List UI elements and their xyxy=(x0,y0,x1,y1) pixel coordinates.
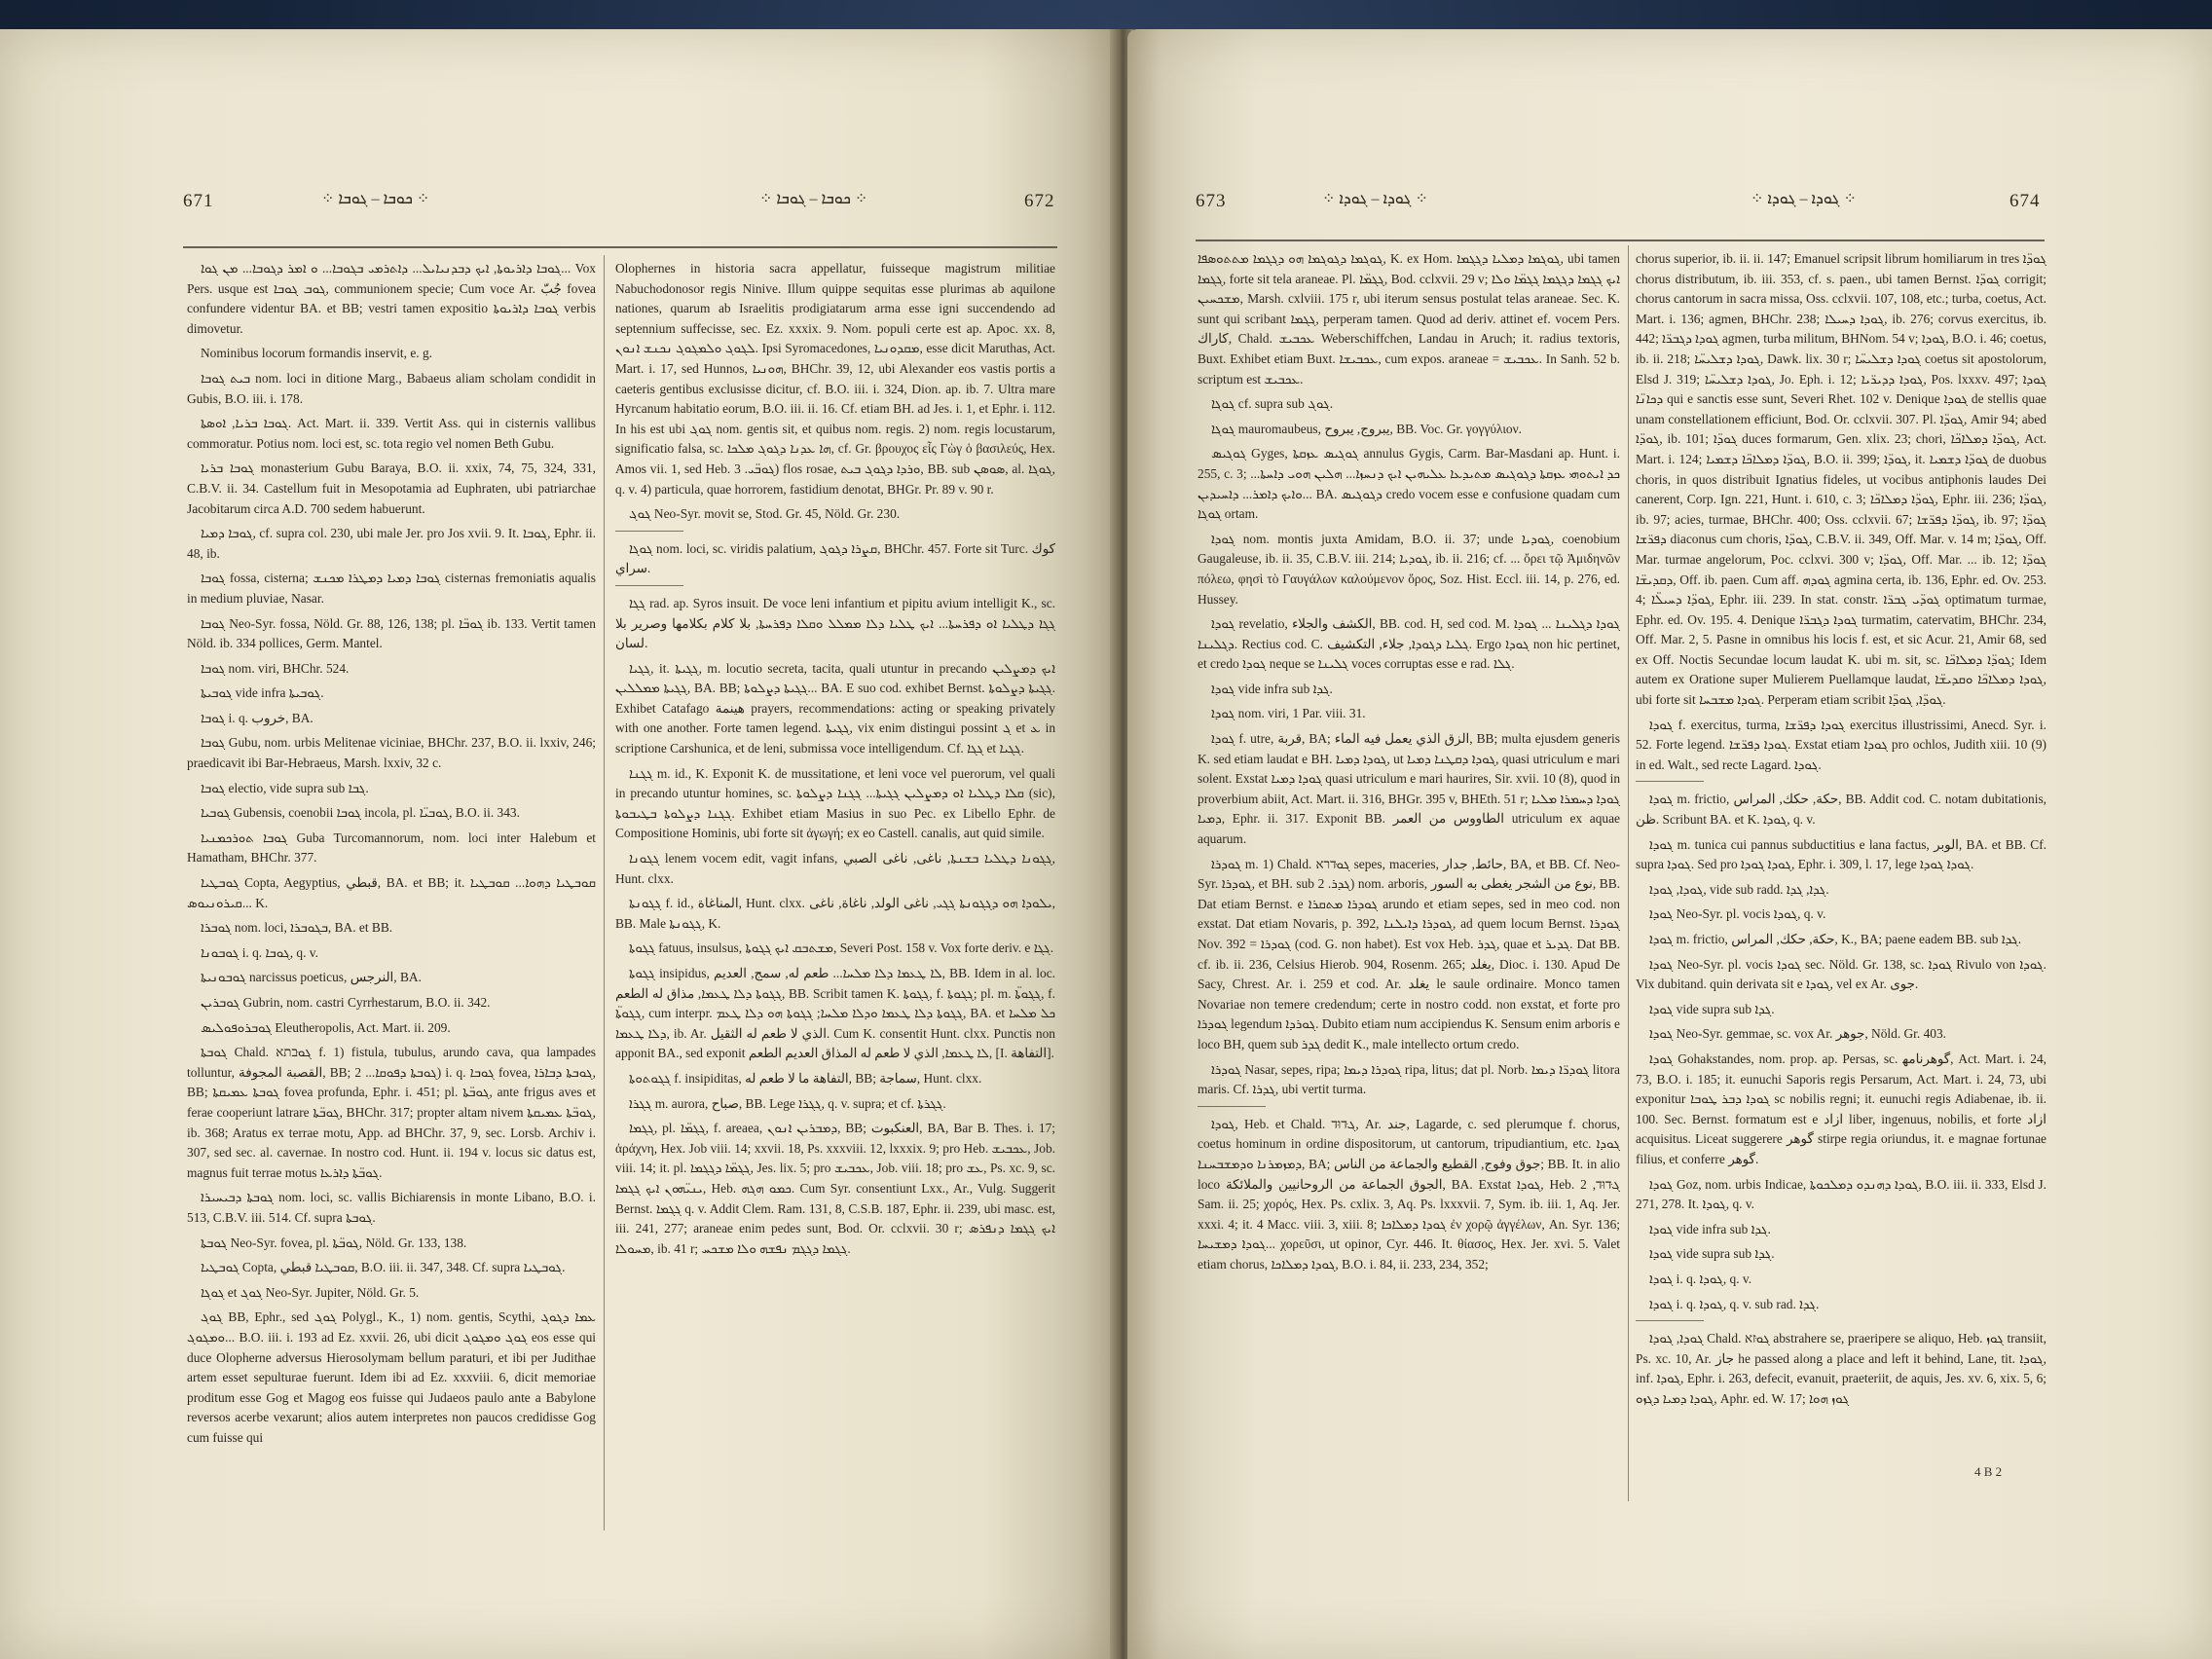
entry: Olophernes in historia sacra appellatur, fuisseque magistrum militiae Nabuchodonosor regis Ninive. Illum quippe sequitas esse plurimas ab aquilone nationes, quarum ab Israelitis prodigiatarum arma esse igni succendendo ad septennium suffecisse, sec. Ez. xxxix. 9. Nom. populi certe est ap. Apoc. xx. 8, ܠܓܘܓ ܘܠܡܓܘܓ ܢܟܢܫ ܐܢܘܢ. Ipsi Syromacedones, ܡܩܕܘܢܝܐ, esse dicit Maruthas, Act. Mart. i. 17, sed Hunnos, ܗܘܢܝܐ, BHChr. 39, 12, ubi Alexander eos vastis portis a caeteris gentibus exclusisse dicitur, cf. B.O. iii. i. 324, Dion. ap. ib. 7. Ultra mare Hyrcanum habitatio eorum, B.O. iii. ii. 16. Cf. etiam BH. ad Jes. i. 1, et Ephr. i. 112. In his est ubi ܓܘܓ nom. gentis sit, et quibus nom. regis. 2) nom. regis locustarum, significatio falsa, sc. ܗܐ ܥܕܢܐ ܕܓܘܓ ܡܠܟܐ, cf. Gr. βρουχος εἷς Γὼγ ὁ βασιλεύς, Hex. Amos vii. 1, sed Heb. ܓܘܒ̈ܝ. 3) flos rosae, ܘܪܕܐ ܕܓܘܓ ܒܝܬ, BB. sub ܣܘܣܢ, al. ܓܘܓܐ, q. v. 4) particula, quae horrorem, fastidium denotat, BHGr. Pr. 89 v. 90 r. xyxy=(615,261,1055,497)
section-divider xyxy=(1636,781,1704,782)
running-head-left: ⁘ ܟܘܒܐ – ܓܘܒܐ ⁘ xyxy=(321,191,430,207)
entry: ܓܘܒܐ nom. viri, BHChr. 524. xyxy=(201,660,350,676)
entry: ܓܘܕܐ nom. montis juxta Amidam, B.O. ii. 37; unde ܓܘܕܝܐ, coenobium Gaugaleuse, ib. ii. 35, C.B.V. iii. 214; ܓܘܕܝܐ, ib. ii. 216; cf. ... ὄρει τῷ Ἀμιδηνῶν πόλεω, φησὶ τὸ Γαυγάλων καλούμενον ὄρος, Soz. Hist. Eccl. iii. 14, p. 276, ed. Hussey. xyxy=(1198,531,1620,607)
right-column-1 xyxy=(1198,249,1620,1515)
entry: ܓܘܕܐ Goz, nom. urbis Indicae, ܓܘܕܐ ܕܗܢܕܘ ܕܡܠܟܘܬܐ, B.O. iii. ii. 333, Elsd J. 271, 278. It. ܓܘܕܐ, q. v. xyxy=(1636,1176,2046,1212)
entry: ܓܘܒܐ ܒܪܝܐ monasterium Gubu Baraya, B.O. ii. xxix, 74, 75, 324, 331, C.B.V. ii. 34. Castellum fuit in Mesopotamia ad Euphraten, ubi patriarchae Jacobitarum circa A.D. 700 sedem habuerunt. xyxy=(187,461,596,516)
entry: ܓܓܝܐ, it. ܓܓܝܬܐ, m. locutio secreta, tacita, quali utuntur in precando ܐܝܟ ܕܡܨܠܝܢ ܓܓܝܬܐ ܡܡܠܠܝܢ, BA. BB; ܓܓܝܬܐ ܕܨܠܘܬܐ... BA. E suo cod. exhibet Bernst. ܓܓܝܬܐ ܕܨܠܘܬܐ. Exhibet Catafago ﻫﻴﻨﻤﺔ prayers, recommendations: acting or speaking privately with one another. Forte tamen legend. ܓܓܝܬܐ, vix enim distingui possint ܓ et ܥ in scriptione Carshunica, et de leni, submissa voce intelligendum. Cf. ܓܓܐ et ܓܓܝܐ. xyxy=(615,660,1055,756)
entry: ܓܓܐ rad. ap. Syros insuit. De voce leni infantium et pipitu avium intelligit K., sc. ܓܓܐ ܕܛܠܝܐ ܐܘ ܕܦܪܚܬܐ... ܐܝܟ ܛܠܝܐ ܕܠܐ ܡܡܠܠ ܘܩܠܐ ܕܦܪܚܬܐ, ﺑﻼ ﻛﻼﻡ ﺑﻜﻼﻣﻬﺎ ﻭﺻﺮﻳﺮ ﺑﻼ ﻟﺴﺎﻥ. xyxy=(615,595,1055,651)
page-number-673: 673 xyxy=(1196,191,1227,211)
entry: ܓܘܓ BB, Ephr., sed ܓܘܓ Polygl., K., 1) nom. gentis, Scythi, ܥܡܐ ܕܓܘܓ ܘܡܓܘܓ... B.O. iii. i. 193 ad Ez. xxvii. 26, ubi dicit ܓܘܓ ܘܡܓܘܓ eos esse qui duce Olopherne adversus Hierosolymam bellum paraturi, et ibi per Judithae artem esset sepulturae fuerunt. Idem ibi ad Ez. xxxviii. 6, dicit memoriae proditum esse Gog et Magog eos fuisse qui Judaeos paulo ante a Babylone reversos acerbe vexarunt; alios autem interpretes non paucos credidisse Gog cum fuisse qui xyxy=(187,1309,596,1445)
entry: ܓܘܕܐ Neo-Syr. gemmae, sc. vox Ar. ﺟﻮﻫﺮ, Nöld. Gr. 403. xyxy=(1649,1026,1947,1042)
left-header-rule xyxy=(183,246,1057,248)
entry: ܓܘܕܐ i. q. ܓܘܕܐ, q. v. xyxy=(1649,1271,1752,1286)
page-number-674: 674 xyxy=(2009,191,2041,211)
entry: ܓܘܓܝܣ Gyges, ܓܘܓܝܣ ܥܙܩܬܐ annulus Gygis, Carm. Bar-Masdani ap. Hunt. i. 255, c. 3; ܟܕ ܐܝܬܘܗܝ ܥܙܩܬܐ ܕܓܘܓܝܣ ܡܬܝܕܥܐ ܥܠܝܗܝܢ ܐܝܟ ܕܢܚܙܐ... ܗܠܝܢ ܗܘܝ ܕܐܚܬܐ... ܘܐܝܟ ܕܐܡܪ... ܕܐܚܝܕܝܢ... BA. ܕܓܘܓܝܣ credo vocem esse e confusione quadam cum ܓܘܓܐ ortam. xyxy=(1198,446,1620,522)
entry: ܓܘܕܐ vide supra sub ܓܕܐ. xyxy=(1649,1001,1775,1016)
left-column-divider xyxy=(604,255,605,1530)
section-divider xyxy=(1636,1320,1704,1321)
footer-signature: 4 B 2 xyxy=(1974,1464,2003,1479)
entry: ܓܘܒܪܐ nom. loci, ܒܓܘܒܪܐ, BA. et BB. xyxy=(201,920,393,936)
entry: ܓܘܒܘܢܐ i. q. ܓܘܒܐ, q. v. xyxy=(201,944,318,960)
entry: ܓܘܕܐ Neo-Syr. pl. vocis ܓܘܕܐ, q. v. xyxy=(1649,906,1826,922)
entry: ܓܘܒܐ fossa, cisterna; ܓܘܒܐ ܕܡܝܐ ܕܡܛܪܐ ܡܟܢܫ cisternas fremoniatis aqualis in medium pluviae, Nasar. xyxy=(187,571,596,606)
right-page-header xyxy=(1127,185,2212,220)
entry: ܓܘܒܐ electio, vide supra sub ܓܒܐ. xyxy=(201,780,369,795)
open-book xyxy=(0,29,2212,1659)
right-column-divider xyxy=(1628,245,1629,1501)
running-head-left: ⁘ ܓܘܕܐ – ܓܘܕܐ ⁘ xyxy=(1322,191,1428,207)
entry: ܓܘܒܛܝܐ Copta, ܩܘܒܛܝܐ ﻗﺒﻄﻲ, B.O. iii. ii. 347, 348. Cf. supra ܓܘܒܛܝܐ. xyxy=(201,1260,566,1275)
entry: ܒܝܬ ܓܘܒܐ nom. loci in ditione Marg., Babaeus aliam scholam condidit in Gubis, B.O. iii. i. 178. xyxy=(187,370,596,406)
entry: ܓܓܘܢܐ lenem vocem edit, vagit infans, ܓܓܘܢܐ ܕܛܠܝܐ ܒܫܢܬܐ, ﻧﺎﻏﻰ, ﻧﺎﻏﻰ ﺍﻟﺼﺒﻲ, Hunt. clxx. xyxy=(615,851,1055,886)
section-divider xyxy=(615,531,683,532)
right-page xyxy=(1127,29,2212,1659)
entry: ܓܘܕܐ Gohakstandes, nom. prop. ap. Persas, sc. ﮔﻮﻫﺮﻧﺎﻣﻬ, Act. Mart. i. 24, 73, B.O. i. 185; it. eunuchi Saporis regis Persarum, Act. Mart. i. 24, 73, ubi exponitur ܓܘܕܐ ܕܒܪ ܛܘܒܐ sc nobilis regni; it. eunuchi regis Adiabenae, ib. ii. 100. Sec. Bernst. formatum est e ﺍﺯﺍﺩ liber, ingenuus, nobilis, et forte ﺍﺯﺍﺩ acquisitus. Liceat suggerere ﮔﻮﻫﺮ stirpe regia oriundus, it. e magnae fortunae filius, et conferre ﮔﻮﻫﺮ. xyxy=(1636,1051,2046,1166)
entry: ܓܘܓܡܐ ܕܓܘܓܡܐ ܗܘ ܕܓܓܡܐ ܡܬܬܘܣܦܐ, K. ex Hom. ܓܘܓܡܐ ܕܡܠܝܐ ܕܓܓܡܐ, ubi tamen ܓܓܡܐ, forte sit tela araneae. Pl. ܓܓܡ̈ܐ, Bod. cclxvii. 29 v; ܐܝܟ ܓܓܡܐ ܕܓܓܡܐ ܓܓܡ̈ܐ ܘܠܐ ܡܫܟܚܝܢ, Marsh. cxlviii. 175 r, ubi iterum sensus postulat telas araneae. Sec. K. sunt qui scribant ܓܓܡܐ, perperam tamen. Quod ad deriv. attinet ef. vocem Pers. ﻛﺎﺭﺍﻙ, Chald. ܥܟܒܝܫ Weberschiffchen, Landau in Aruch; it. radius textoris, Buxt. Exhibet etiam Buxt. ܥܟܒܝܫܐ, cum expos. araneae = ܥܟܒܝܫ. In Sanh. 52 b. scriptum est ܥܟܒܝܫ. xyxy=(1198,251,1620,387)
entry: ܓܘܒܐ ܬܘܪܟܡܢܝܐ Guba Turcomannorum, nom. loci inter Halebum et Hamatham, BHChr. 377. xyxy=(187,830,596,866)
entry: ܓܘܕܐ f. utre, ﻗﺮﺑﺔ, BA; ﺍﻟﺰﻕ ﺍﻟﺬﻱ ﻳﻌﻤﻞ ﻓﻴﻪ ﺍﻟﻤﺎﺀ, BB; multa ejusdem generis K. sed etiam laudat e BH. ܓܘܕܐ ܕܡܝܐ, ut ܓܘܕܐ ܕܩܛܢܐ ܕܡܝܐ, quasi utriculum e mari solent. Exstat ܓܘܕܐ ܕܡܝܐ quasi utriculum e mari haurires, Sir. xvii. 10 (8), quod in proverbium abiit, Act. Mart. ii. 316, BHGr. 395 v, BHEth. 51 r; ܓܘܕܐ ܕܚܡܪܐ ܡܠܝܐ ܕܡܝܐ, Ephr. ii. 317. Exponit BB. ﺍﻟﻄﺎﻭﻭﺱ ﻣﻦ ﺍﻟﻌﻤﺮ utriculum ex aquae aquarum. xyxy=(1198,731,1620,847)
entry: ܓܘܕܐ, Heb. et Chald. ܓּדוּד, Ar. ﺟﻨﺪ, Lagarde, c. sed plerumque f. chorus, coetus hominum in ordine dispositorum, ut cantorum, tripudiantium, etc. ܓܘܕܐ ܕܡܙܡܪܢܐ ܘܕܡܫܒܚܢܐ, BA; ﺟﻮﻕ ﻭﻓﻮﺝ, ﺍﻟﻘﻄﻴﻊ ﻭﺍﻟﺠﻤﺎﻋﺔ ﻣﻦ ﺍﻟﻨﺎﺱ; BB. It. in alio loco ﺍﻟﺠﻮﻕ ﺍﻟﺠﻤﺎﻋﺔ ﻣﻦ ﺍﻟﺮﻭﺣﺎﻧﻴﻴﻦ ﻭﺍﻟﻤﻼﺋﻜﺔ, BA. Exstat ܓܘܕܐ, Heb. ܓּדוּד, 2 Sam. ii. 25; χορός, Hex. Ps. cxlix. 3, Aq. Ps. lxxxvii. 7, Sym. ib. iii. 1, Aq. Jer. xxxi. 4; it. 4 Macc. viii. 3, xiii. 8; ܓܘܕܐ ܕܡܠܐܟܐ ἐν χορῷ ἀγγέλων, An. Syr. 136; ܓܘܕܐ ܕܡܫܝܚܐ... χορεῦσι, ut opinor, Cyr. 446. It. θίασος, Hex. Jer. xvi. 5. Valet etiam chorus, ܓܘܕܐ ܕܡܠܐܟܐ, B.O. i. 84, ii. 233, 234, 352; xyxy=(1198,1116,1620,1272)
entry: ܓܘܕܐ, ܓܘܕܐ Chald. ܓܘּזא abstrahere se, praeripere se aliquo, Heb. ܓܘܙ transiit, Ps. xc. 10, Ar. ﺟﺎﺯ he passed along a place and left it behind, Lane, tit. ܓܘܕܐ, inf. ܓܘܕܐ, Ephr. i. 263, defecit, evanuit, praeteriit, de aquis, Jes. xv. 6, xix. 5, 6; ܓܘܕܐ ܕܡܝܐ ܕܓܙܘ, Aphr. ed. W. 17; ܓܘܙ ܗܘܐ xyxy=(1636,1331,2046,1406)
left-page xyxy=(0,29,1116,1659)
entry: ܓܘܓܐ nom. loci, sc. viridis palatium, ܩܨܪܐ ܕܓܘܓ, BHChr. 457. Forte sit Turc. ﻛﻮﻙ ﺳﺮﺍﻱ. xyxy=(615,540,1055,576)
left-page-header xyxy=(0,185,1116,220)
entry: Nominibus locorum formandis inservit, e. g. xyxy=(201,346,433,361)
entry: ܓܓܘܢܬܐ f. id., ﺍﻟﻤﻨﺎﻏﺎﺓ, Hunt. clxx. ܝܠܘܕܐ ܗܘ ܕܓܓܘܢܬܐ ܓܓܝ, ﻧﺎﻏﻰ ﺍﻟﻮﻟﺪ, ﻧﺎﻏﺎﺓ, ﻧﺎﻏﻰ, BB. Male ܓܓܘܢܬܐ, K. xyxy=(615,896,1055,931)
entry: ܓܘܕܐ m. frictio, ﺣﻜﺔ, ﺣﻜﻚ, ﺍﻟﻤﺮﺍﺱ, K., BA; paene eadem BB. sub ܓܕܐ. xyxy=(1649,932,2022,946)
entry: ܓܓܘܬܐ insipidus, ܠܐ ܛܥܡܐ ܕܠܐ ܡܠܚܐ... ﻃﻌﻢ ﻟﻪ, ﺳﻤﺞ, ﺍﻟﻌﺪﻳﻢ, BB. Idem in al. loc. ܓܓܘܬܐ ܕܠܐ ܛܥܡܐ, ﻣﺬﺍﻕ ﻟﻪ ﺍﻟﻄﻌﻢ, BB. Scribit tamen K. ܓܓܘܬܐ, f. ܓܓܘܬܐ; pl. m. ܓܓܘܬ̈ܐ, f. ܓܓܘܬ̈ܐ, cum interpr. ܓܓܘܬܐ ܕܠܐ ܛܥܡܐ ܘܕܠܐ ܡܠܚܐ; ܓܓܘܬܐ ܗܘ ܕܠܐ ܛܥܡ, BA. et ܟܠ ܡܠܚܐ ܕܠܐ ܛܥܡܐ, ib. Ar. ﺍﻟﺬﻱ ﻻ ﻃﻌﻢ ﻟﻪ ﺍﻟﺜﻘﻴﻞ. Cum K. consentit Hunt. clxx. Punctis non apponit BA., sed exponit ܠܐ ܛܥܡܐ, ﺍﻟﺬﻱ ﻻ ﻃﻌﻢ ﻟﻪ ﺍﻟﻤﺬﺍﻕ ﺍﻟﻌﺪﻳﻢ ﺍﻟﻄﻌﻢ, [I. ﺍﻟﺘﻔﺎﻫﺔ]. xyxy=(615,966,1055,1061)
entry: ܓܘܕܐ m. tunica cui pannus subductitius e lana factus, ﺍﻟﻮﺑﺮ, BA. et BB. Cf. supra ܓܘܕܐ. Sed pro ܓܘܕܐ ܓܘܕܐ, Ephr. i. 309, l. 17, lege ܓܘܕܐ ܓܘܕܐ. xyxy=(1636,836,2046,872)
entry: ܓܘܒܘܢܝܬܐ narcissus poeticus, ﺍﻟﻨﺮﺟﺲ, BA. xyxy=(201,970,422,985)
entry: ܓܘܒܪܘܦܘܠܝܣ Eleutheropolis, Act. Mart. ii. 209. xyxy=(201,1019,451,1035)
page-number-672: 672 xyxy=(1024,191,1055,211)
entry: ܓܓܢܐ m. id., K. Exponit K. de mussitatione, et leni voce vel puerorum, vel quali in precando utuntur homines, sc. ܩܠܐ ܕܛܠܝܐ ܐܘ ܕܡܨܠܝܢ ܓܓܝܬܐ... ܓܓܢܐ ܕܨܠܘܬܐ (sic), ܓܓܢܐ ܕܨܠܘܬܐ ܒܛܝܒܘܬܐ. Exhibet etiam Masius in suo Pec. ex Libello Ephr. de Compositione Hominis, ubi forte sit ἀγωγή; ex eo Castell. canalis, aut quid simile. xyxy=(615,765,1055,841)
entry: ܓܘܒܐ ܕܡܝܐ, cf. supra col. 230, ubi male Jer. pro Jos xvii. 9. It. ܓܘܒܐ, Ephr. ii. 48, ib. xyxy=(187,526,596,561)
entry: ܓܘܒܝܐ Gubensis, coenobii ܓܘܒܐ incola, pl. ܓܘܒܝ̈ܐ, B.O. ii. 343. xyxy=(201,805,520,821)
entry: ܓܓܡܐ, pl. ܓܓܡ̈ܐ, f. areaea, ܕܡܒܪܝܢ ܐܢܘܢ, BB; ﺍﻟﻌﻨﻜﺒﻮﺕ, BA, Bar B. Thes. i. 17; ἀράχνη, Hex. Job viii. 14; xxvii. 18, Ps. xxxviii. 12, lxxxix. 9; pro Heb. ܥܟܒܝܫ, Job. viii. 14; it. pl. ܓܓܡ̈ܐ ܕܓܓܡܐ, Jes. lix. 5; pro ܥܟܒܝܫ, Job. viii. 18; pro ܥܫ, Ps. xc. 9, sc. ܝܢܝ̈ܗܘܢ ܐܝܟ ܓܓܡܐ, Heb. ܟܡܘ ܗܓܗ. Cum Syr. consentiunt Lxx., Ar., Vulg. Suggerit Bernst. ܓܓܡܐ q. v. Addit Clem. Ram. 131, 8, C.S.B. 187, Ephr. ii. 239, ubi masc. est, iii. 241, 277; araneae enim pedes sunt, Bod. Or. cclxvii. 30 r; ܐܝܟ ܓܓܡܐ ܕܢܦܪܣ ܡܚܘܠܐ, ib. 41 r; ܓܓܡܐ ܕܓܓܡ ܢܦܫܗ ܘܠܐ ܡܫܟܚ. xyxy=(615,1121,1055,1256)
entry: ܓܘܒܐ i. q. ﺧﺮﻭﺏ, BA. xyxy=(201,710,313,725)
left-column-2 xyxy=(615,259,1055,1542)
entry: ܓܘܒܬܐ ܕܒܝܚܝܪܐ nom. loci, sc. vallis Bichiarensis in monte Libano, B.O. i. 513, C.B.V. iii. 514. Cf. supra ܓܘܒܬܐ. xyxy=(187,1190,596,1225)
section-divider xyxy=(1198,1106,1266,1107)
entry: ܓܘܕܐ vide infra sub ܓܕܐ. xyxy=(1211,681,1333,696)
entry: ܓܘܕܐ m. frictio, ﺣﻜﺔ, ﺣﻜﻚ, ﺍﻟﻤﺮﺍﺱ, BB. Addit cod. C. notam dubitationis, ﻇﻦ. Scribunt BA. et K. ܓܘܕܐ, q. v. xyxy=(1636,792,2046,828)
running-head-right: ⁘ ܟܘܒܐ – ܓܘܒܐ ⁘ xyxy=(759,191,868,207)
entry: ܓܘܓ Neo-Syr. movit se, Stod. Gr. 45, Nöld. Gr. 230. xyxy=(629,506,901,522)
entry: ܓܘܕܐ vide infra sub ܓܕܐ. xyxy=(1649,1221,1771,1236)
entry: ܓܘܒܐ Gubu, nom. urbis Melitenae viciniae, BHChr. 237, B.O. ii. lxxiv, 246; praedicavit ibi Bar-Hebraeus, Marsh. lxxiv, 32 c. xyxy=(187,735,596,771)
right-header-rule xyxy=(1196,240,2045,241)
entry: ܓܘܓܐ cf. supra sub ܓܘܓ. xyxy=(1211,396,1334,412)
left-column-1 xyxy=(187,259,596,1542)
entry: ܓܘܒܬܐ Neo-Syr. fovea, pl. ܓܘܒ̈ܬܐ, Nöld. Gr. 133, 138. xyxy=(201,1235,467,1250)
entry: ܓܘܒܐ Neo-Syr. fossa, Nöld. Gr. 88, 126, 138; pl. ܓܘܒ̈ܐ ib. 133. Vertit tamen Nöld. ib. 334 pollices, Germ. Mantel. xyxy=(187,615,596,651)
entry: ܓܘܕܪܐ m. 1) Chald. ܓܘּדרא sepes, maceries, ﺣﺎﺋﻂ, ﺟﺪﺍﺭ, BA, et BB. Cf. Neo-Syr. ܓܘܕܪܐ, et BH. sub ܓܕܪ. 2) nom. arboris, ﻧﻮﻉ ﻣﻦ ﺍﻟﺸﺠﺮ ﻳﻐﻄﻰ ﺑﻪ ﺍﻟﺴﻮﺭ, BB. Dat etiam Bernst. e ܓܘܕܪܐ ܡܬܩܪܐ arundo et etiam sepes, sed in meo cod. non exstat. Dat etiam Novaris, p. 392, ܓܘܕܪܐ ܕܐܝܠܢܐ, ad quem locum Bernst. ܓܘܕܪܐ Nov. 392 = ܓܘܕܪܐ (cod. G. non habet). Est vox Heb. ܓܕܪ, quae et ܓܕܝܪ. Dat BB. cf. ib. ii. 236, Celsius Hierob. 904, Rosenm. 265; ﻳﻐﻠﺪ, Dioc. i. 130. Apud De Sacy, Chrest. Ar. i. 259 et cod. Ar. ﻳﻐﻠﺪ le saule ordinaire. Monco tamen Novariae non temere credendum; certe in nostro codd. non exstat, et forte pro ܓܘܕܪܐ legendum ܓܘܪܕܐ. Dubito etiam num accipiendus K. Sensum enim arboris e loco BH, quem sub ܓܕܪ dedit K., male intellecto ortum credo. xyxy=(1198,856,1620,1051)
entry: ܓܘܒܛܝܐ Copta, Aegyptius, ﻗﺒﻄﻲ, BA. et BB; it. ܩܘܒܛܝܐ ܕܗܘܐ... ܩܘܒܛܝܐ ܩܝܪܘܢܝܘܣ... K. xyxy=(187,875,596,910)
entry: ܓܓܘܬܘܬܐ f. insipiditas, ﺍﻟﺘﻔﺎﻫﺔ ﻣﺎ ﻻ ﻃﻌﻢ ﻟﻪ, BB; ﺳﻤﺎﺟﺔ, Hunt. clxx. xyxy=(629,1070,982,1086)
entry: ܓܘܕܐ f. exercitus, turma, ܓܘܕܐ ܕܦܪ̈ܫܐ exercitus illustrissimi, Anecd. Syr. i. 52. Forte legend. ܓܘܕܐ ܕܦܪ̈ܫܐ. Exstat etiam ܓܘܕܐ pro ochlos, Judith xiii. 10 (9) in ed. Walt., sed recte Lagard. ܓܘܕܐ. xyxy=(1636,717,2046,772)
entry: ܓܘܒܐ ܕܐܪܝܘܬܐ, ܐܝܟ ܕܒܕܢܝܐܝܠ... ܕܐܬܪܡܝ ܒܓܘܒܐ... ܘ ܐܡܪ ܕܓܘܒܐ... ܡܢ ܓܘܐ... Vox Pers. usque est ܓܘܒ ܓܘܒܐ, communionem specie; Cum voce Ar. ﺟُﺐّ fovea confundere videntur BA. et BB; vestri tamen expositio ܓܘܒܐ ܕܐܪܝܘܬܐ verbis dimovetur. xyxy=(187,261,596,336)
entry: ܓܘܕܐ i. q. ܓܘܕܐ, q. v. sub rad. ܓܕܐ. xyxy=(1649,1296,1820,1311)
section-divider xyxy=(615,585,683,586)
entry: ܓܘܕܐ, ܓܘܕܐ, vide sub radd. ܓܕܐ, ܓܕܐ. xyxy=(1649,881,1829,897)
right-column-2 xyxy=(1636,249,2046,1515)
entry: ܓܘܕܐ revelatio, ﺍﻟﻜﺸﻒ ﻭﺍﻟﺠﻼﺀ, BB. cod. H, sed cod. M. ܓܘܕܐ ܕܓܠܝܢܐ ... ܓܘܕܐ ܕܓܠܝܢܐ. Rectius cod. C. ܓܠܝܐ ܕܓܘܕܐ, ﺟﻠﺎﺀ, ﺍﻟﺘﻜﺸﻴﻒ. Ergo ܓܘܕܐ non hic pertinet, et credo ܓܘܕܐ neque se ܓܠܝܢܐ voces corruptas esse e rad. ܓܠܐ. xyxy=(1198,616,1620,672)
entry: ܓܘܒܪܝܢ Gubrin, nom. castri Cyrrhestarum, B.O. ii. 342. xyxy=(201,995,491,1010)
entry: ܓܘܒܐ ܒܪܝܐ, ܐܘܣܬܐ. Act. Mart. ii. 339. Vertit Ass. qui in cisternis vallibus commoratur. Potius nom. loci est, sc. tota regio vel nomen Beth Gubu. xyxy=(187,416,596,451)
running-head-right: ⁘ ܓܘܕܐ – ܓܘܕܐ ⁘ xyxy=(1751,191,1857,207)
entry: ܓܘܕܐ nom. viri, 1 Par. viii. 31. xyxy=(1211,706,1366,721)
entry: ܓܘܒܬܐ Chald. ܓܘּבתא f. 1) fistula, tubulus, arundo cava, qua lampades tolluntur, ﺍﻟﻘﺼﺒﺔ ﺍﻟﻤﺠﻮﻓﺔ, BB; ܓܘܒܬܐ ܕܦܘܩܐ... 2) i. q. ܓܘܒܐ fovea, ܓܘܒܬܐ ܕܒܐܪܐ, BB; ܓܘܒܬܐ ܥܡܝܩܬܐ fovea profunda, Ephr. i. 451; pl. ܓܘܒ̈ܬܐ, ante frigus aves et ferae cooperiunt latrare ܓܘܒ̈ܬܐ, BHChr. 317; propter altam nivem ܓܘܒ̈ܬܐ ܥܡܝܩܬܐ, ib. 368; Aratus ex terrae motu, App. ad BHChr. 37, 9, sec. Lorsb. Archiv i. 307, sed sec. al. cavernae. In nostro cod. Hunt. ii. 194 v. locus sic datus est, magnus fuit terrae motus ܓܘܒ̈ܬܐ ܕܐܪܥܐ. xyxy=(187,1045,596,1180)
entry: ܓܘܓܐ mauromaubeus, ﻳﺒﺮﻭﺝ, ﻳﺒﺮﻭﺡ, BB. Voc. Gr. γογγύλιον. xyxy=(1211,421,1523,436)
entry: chorus superior, ib. ii. ii. 147; Emanuel scripsit librum homiliarum in tres ܓܘܕ̈ܐ chorus distributum, ib. iii. 353, cf. s. paen., ubi tamen Bernst. ܓܘܕ̈ܐ corrigit; chorus cantorum in sacra missa, Oss. cclxvii. 107, 108, etc.; turba, coetus, Act. Mart. i. 136; agmen, BHChr. 238; ܓܘܕܐ ܕܚܝܠܐ, ib. 276; corvus exercitus, ib. 442; ܓܘܕܐ ܕܓܒܪ̈ܐ agmen, turba militum, BHNom. 54 v; ܓܘܕܐ, B.O. i. 46; coetus, ib. ii. 218; ܓܘܕܐ ܕܫܠܝܚ̈ܐ, Dawk. lix. 30 r; ܓܘܕܐ ܕܫܠܝܚ̈ܐ coetus sit apostolorum, Elsd J. 319; ܓܘܕܐ ܕܫܠܝܚ̈ܐ, Jo. Eph. i. 12; ܓܘܕܐ ܕܕܝܪ̈ܝܐ, Pos. lxxxv. 497; ܓܘܕܐ ܕܟܐܢ̈ܐ qui e sanctis esse sunt, Severi Rhet. 102 v. Denique ܓܘܕܐ de stellis quae unam constellationem efficiunt, Bod. Or. cclxvii. 307. Pl. ܓܘܕ̈ܐ, Amir 94; abed ܓܘܕ̈ܐ, ib. 101; ܓܘܕ̈ܐ duces formarum, Gen. xlix. 23; chori, ܓܘܕ̈ܐ ܕܡܠܐܟ̈ܐ, Act. Mart. i. 124; ܓܘܕ̈ܐ ܕܡܠܐܟ̈ܐ ܕܫܡܝܐ, B.O. ii. 399; ܓܘܕ̈ܐ, it. ܓܘܕ̈ܐ ܕܫܡܝܐ de duobus choris, in quos distribuit Ignatius fideles, ut vocibus antiphonis laudes Dei canerent, Corp. Ign. 221, Hunt. i. 610, c. 3; ܓܘܕ̈ܐ ܕܡܠܐܟ̈ܐ, Ephr. iii. 236; ܓܘܕ̈ܐ, ib. 97; acies, turmae, BHChr. 400; Oss. cclxvii. 67; ܓܘܕ̈ܐ ܕܦܪ̈ܫܐ, ib. 97; ܓܘܕ̈ܐ ܕܦܪ̈ܫܐ diaconus cum choris, ܓܘܕ̈ܐ, C.B.V. ii. 349, Off. Mar. v. 14 m; ܓܘܕ̈ܐ, Off. Mar. turmae angelorum, Poc. cclxvi. 300 v; ܓܘܕ̈ܐ, Off. Mar. ... ib. 12; ܓܘܕ̈ܐ ܕܩܕܝܫ̈ܐ, Off. ib. paen. Cum aff. ܓܘܕܗ agmina certa, ib. 136, Ephr. ed. Ov. 253. 4; ܓܘܕ̈ܐ ܕܚܝܠ̈ܐ, Ephr. iii. 239. In stat. constr. ܓܘܕ̈ܝ ܓܒܪ̈ܐ optimatum turmae, Ephr. ed. Ov. 195. 4. Denique ܓܘܕܐ ܕܓܒܪ̈ܐ turmatim, catervatim, BHChr. 234, Off. Mar. 2, 5. Pasne in omnibus his locis f. est, et sic Acur. 21, Amir 68, sed ex Off. Noctis Secundae locum laudat K. ubi m. sit, sc. ܓܘܕ̈ܐ ܕܡܠܐܟ̈ܐ; Idem autem ex Oratione super Mulierem Puellamque laudat, ܓܘܕܐ ܕܡܠܐܟ̈ܐ ܘܩܕܝܫ̈ܐ, ubi forte sit ܓܘܕܐ ܡܫܒܚܐ. Perperam etiam scribit ܓܘܕ̈ܐ, ܓܘܕ̈ܐ. xyxy=(1636,251,2046,708)
entry: ܓܓܪܐ m. aurora, ﺻﺒﺎﺡ, BB. Lege ܓܓܪܐ, q. v. supra; et cf. ܓܓܪܬܐ. xyxy=(629,1095,946,1111)
entry: ܓܘܒܝܬܐ vide infra ܓܘܒܝܬܐ. xyxy=(201,685,324,701)
page-number-671: 671 xyxy=(183,191,214,211)
entry: ܓܘܕܐ vide supra sub ܓܕܐ. xyxy=(1649,1246,1775,1262)
entry: ܓܘܓܐ et ܓܘܓ Neo-Syr. Jupiter, Nöld. Gr. 5. xyxy=(201,1284,420,1300)
entry: ܓܓܘܬܐ fatuus, insulsus, ܡܫܬܒܩ ܐܝܟ ܓܓܘܬܐ, Severi Post. 158 v. Vox forte deriv. e ܓܓܐ. xyxy=(629,940,1054,956)
entry: ܓܘܕܐ Neo-Syr. pl. vocis ܓܘܕܐ sec. Nöld. Gr. 138, sc. ܓܘܕܐ Rivulo von ܓܘܕܐ. Vix dubitand. quin derivata sit e ܓܘܕܐ, vel ex Ar. ﺟﻮﻯ. xyxy=(1636,956,2046,992)
entry: ܓܘܕܪܐ Nasar, sepes, ripa; ܓܘܕܪܐ ܕܝܡܐ ripa, litus; dat pl. Norb. ܓܘܕܪ̈ܐ ܕܝܡܐ litora maris. Cf. ܓܕܪܐ, ubi vertit turma. xyxy=(1198,1061,1620,1097)
